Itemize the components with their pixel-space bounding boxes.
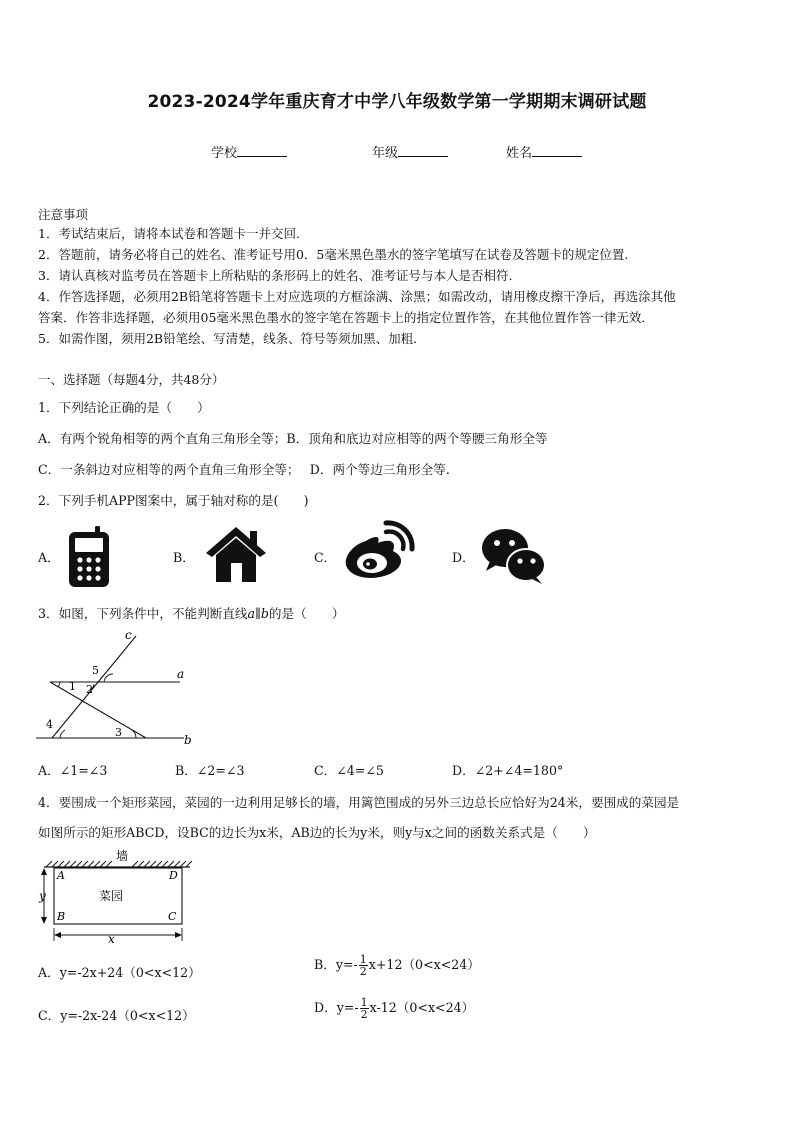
q3-stem-var: a∥b — [247, 606, 269, 621]
label-5: 5 — [92, 664, 99, 677]
grade-label: 年级 — [372, 146, 399, 161]
angle-1-arc — [58, 682, 60, 687]
school-field[interactable] — [211, 142, 287, 161]
weibo-icon — [342, 519, 416, 585]
phone-icon — [67, 526, 111, 592]
fraction-denominator: 2 — [359, 965, 367, 978]
label-y: y — [39, 889, 46, 903]
label-1: 1 — [69, 680, 76, 693]
notice-item: 2．答题前，请务必将自己的姓名、准考证号用0．5毫米黑色墨水的签字笔填写在试卷及答题卡的规定位置. — [38, 247, 629, 262]
label-4: 4 — [46, 718, 53, 731]
label-c: c — [125, 628, 132, 642]
notice-item: 5．如需作图，须用2B铅笔绘、写清楚，线条、符号等须加黑、加粗． — [38, 331, 426, 346]
q3-stem — [38, 603, 344, 622]
q1-options-ab: A．有两个锐角相等的两个直角三角形全等；B．顶角和底边对应相等的两个等腰三角形全等 — [38, 431, 548, 446]
q2-option-a-label: A． — [38, 550, 60, 565]
name-label: 姓名 — [506, 146, 533, 161]
label-B: B — [57, 910, 66, 923]
q2-option-b-label: B． — [173, 550, 195, 565]
q2-option-d-label: D． — [452, 550, 475, 565]
q1-options-cd: C．一条斜边对应相等的两个直角三角形全等； D．两个等边三角形全等. — [38, 462, 450, 477]
label-a: a — [177, 667, 185, 681]
label-D: D — [169, 869, 178, 882]
q3-stem-prefix: 3．如图，下列条件中，不能判断直线 — [38, 606, 248, 621]
q4-option-b-prefix: B．y=- — [314, 957, 358, 972]
fraction-numerator: 1 — [360, 996, 368, 1009]
fraction — [360, 997, 369, 1020]
label-x: x — [108, 932, 115, 946]
school-label: 学校 — [211, 146, 238, 161]
label-b: b — [184, 733, 192, 747]
q3-stem-suffix: 的是（ ） — [268, 606, 345, 621]
notice-item: 1．考试结束后，请将本试卷和答题卡一并交回. — [38, 226, 300, 241]
q4-option-d — [314, 997, 474, 1020]
q4-option-a: A．y=-2x+24（0<x<12） — [38, 965, 201, 980]
label-2: 2 — [86, 683, 93, 696]
fraction — [359, 954, 368, 977]
angle-4-arc — [60, 730, 65, 738]
label-3: 3 — [115, 726, 122, 739]
label-C: C — [168, 910, 177, 923]
q4-option-b — [314, 954, 480, 977]
fraction-numerator: 1 — [359, 953, 367, 966]
label-garden: 菜园 — [99, 889, 124, 903]
q2-stem: 2．下列手机APP图案中，属于轴对称的是( ) — [38, 493, 309, 508]
q4-option-d-prefix: D．y=- — [314, 1000, 359, 1015]
exam-title: 2023-2024学年重庆育才中学八年级数学第一学期期末调研试题 — [147, 92, 647, 112]
q4-option-b-suffix: x+12（0<x<24） — [368, 957, 480, 972]
notice-item: 4．作答选择题，必须用2B铅笔将答题卡上对应选项的方框涂满、涂黑；如需改动，请用橡皮擦干净后，再选涂其他 — [38, 289, 676, 304]
notice-heading: 注意事项 — [38, 207, 89, 222]
name-field[interactable] — [506, 142, 582, 161]
q3-option-c: C．∠4=∠5 — [314, 763, 384, 778]
name-blank[interactable] — [532, 144, 582, 157]
q4-figure — [36, 848, 196, 950]
q3-option-b: B．∠2=∠3 — [175, 763, 245, 778]
q3-option-d: D．∠2+∠4=180° — [452, 763, 564, 778]
section-heading: 一、选择题（每题4分，共48分） — [38, 372, 225, 387]
q4-stem-line2: 如图所示的矩形ABCD，设BC的边长为x米，AB边的长为y米，则y与x之间的函数关系式是（ ） — [38, 825, 596, 840]
fraction-denominator: 2 — [360, 1008, 368, 1021]
q4-stem-line1: 4．要围成一个矩形菜园，菜园的一边利用足够长的墙，用篱笆围成的另外三边总长应恰好为24米，要围成的菜园是 — [38, 795, 680, 810]
home-icon — [204, 525, 268, 587]
q1-stem: 1．下列结论正确的是（ ） — [38, 400, 210, 415]
line-c — [52, 636, 136, 738]
notice-item: 3．请认真核对监考员在答题卡上所粘贴的条形码上的姓名、准考证号与本人是否相符. — [38, 268, 513, 283]
q4-option-c: C．y=-2x-24（0<x<12） — [38, 1008, 195, 1023]
school-blank[interactable] — [237, 144, 287, 157]
label-wall: 墙 — [116, 849, 129, 863]
q4-option-d-suffix: x-12（0<x<24） — [369, 1000, 475, 1015]
grade-field[interactable] — [372, 142, 448, 161]
transversal — [50, 682, 146, 738]
angle-5-arc — [104, 674, 113, 682]
q3-figure — [34, 626, 204, 754]
q2-option-c-label: C． — [314, 550, 337, 565]
label-A: A — [57, 869, 65, 882]
notice-item: 答案．作答非选择题，必须用05毫米黑色墨水的签字笔在答题卡上的指定位置作答，在其他位置作答一律无效． — [38, 310, 654, 325]
q3-option-a: A．∠1=∠3 — [38, 763, 108, 778]
grade-blank[interactable] — [398, 144, 448, 157]
wechat-icon — [480, 527, 548, 589]
